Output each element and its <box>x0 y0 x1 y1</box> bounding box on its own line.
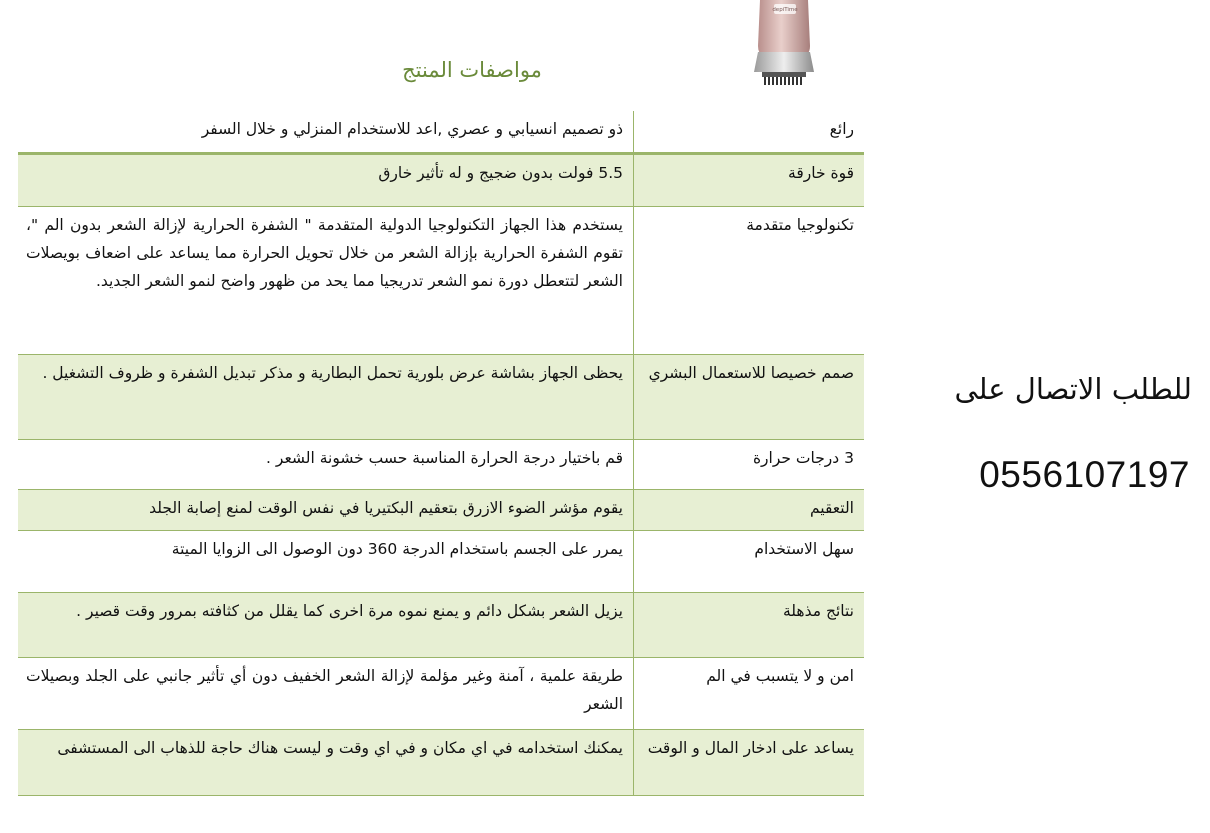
spec-feature: قوة خارقة <box>634 153 865 206</box>
spec-row <box>18 153 864 206</box>
spec-feature: سهل الاستخدام <box>634 530 865 592</box>
spec-description: طريقة علمية ، آمنة وغير مؤلمة لإزالة الشعر الخفيف دون أي تأثير جانبي على الجلد وبصيلات الشعر <box>26 666 623 713</box>
spec-row <box>18 111 864 153</box>
product-image <box>748 0 820 94</box>
spec-row <box>18 439 864 489</box>
spec-row <box>18 354 864 439</box>
spec-feature: امن و لا يتسبب في الم <box>634 657 865 729</box>
spec-description: يحظى الجهاز بشاشة عرض بلورية تحمل البطارية و مذكر تبديل الشفرة و ظروف التشغيل . <box>18 354 634 439</box>
spec-description: يزيل الشعر بشكل دائم و يمنع نموه مرة اخرى كما يقلل من كثافته بمرور وقت قصير . <box>18 592 634 657</box>
spec-feature: تكنولوجيا متقدمة <box>634 206 865 354</box>
spec-feature: رائع <box>634 111 865 153</box>
spec-row <box>18 530 864 592</box>
order-contact-text: للطلب الاتصال على <box>954 372 1192 406</box>
spec-description: يقوم مؤشر الضوء الازرق بتعقيم البكتيريا في نفس الوقت لمنع إصابة الجلد <box>18 489 634 530</box>
spec-feature: صمم خصيصا للاستعمال البشري <box>634 354 865 439</box>
spec-feature: 3 درجات حرارة <box>634 439 865 489</box>
spec-row <box>18 489 864 530</box>
spec-description: يمكنك استخدامه في اي مكان و في اي وقت و ليست هناك حاجة للذهاب الى المستشفى <box>18 729 634 795</box>
spec-description: قم باختيار درجة الحرارة المناسبة حسب خشونة الشعر . <box>266 448 623 467</box>
spec-description: يمرر على الجسم باستخدام الدرجة 360 دون الوصول الى الزوايا الميتة <box>171 539 623 558</box>
spec-row <box>18 592 864 657</box>
specs-title: مواصفات المنتج <box>402 58 542 82</box>
spec-row <box>18 657 864 729</box>
spec-description: 5.5 فولت بدون ضجيج و له تأثير خارق <box>18 153 634 206</box>
spec-description: ذو تصميم انسيابي و عصري ,اعد للاستخدام المنزلي و خلال السفر <box>201 120 623 138</box>
spec-row <box>18 206 864 354</box>
spec-feature: التعقيم <box>634 489 865 530</box>
epilator-device-icon <box>748 0 820 94</box>
spec-row <box>18 729 864 795</box>
brand-label: depiTime <box>772 7 798 13</box>
spec-feature: نتائج مذهلة <box>634 592 865 657</box>
specs-table <box>18 111 864 796</box>
spec-feature: يساعد على ادخار المال و الوقت <box>634 729 865 795</box>
order-phone-number[interactable]: 0556107197 <box>979 454 1190 495</box>
spec-description: يستخدم هذا الجهاز التكنولوجيا الدولية المتقدمة " الشفرة الحرارية لإزالة الشعر بدون الم "، تقوم الشفرة الحرارية بإزالة الشعر من خلال تحويل الحرارة مما يساعد على اضعاف بويصلات الشعر لتتعطل دورة نمو الشعر تدريجيا مما يحد من ظهور واضح لنمو الشعر الجديد. <box>26 215 623 290</box>
